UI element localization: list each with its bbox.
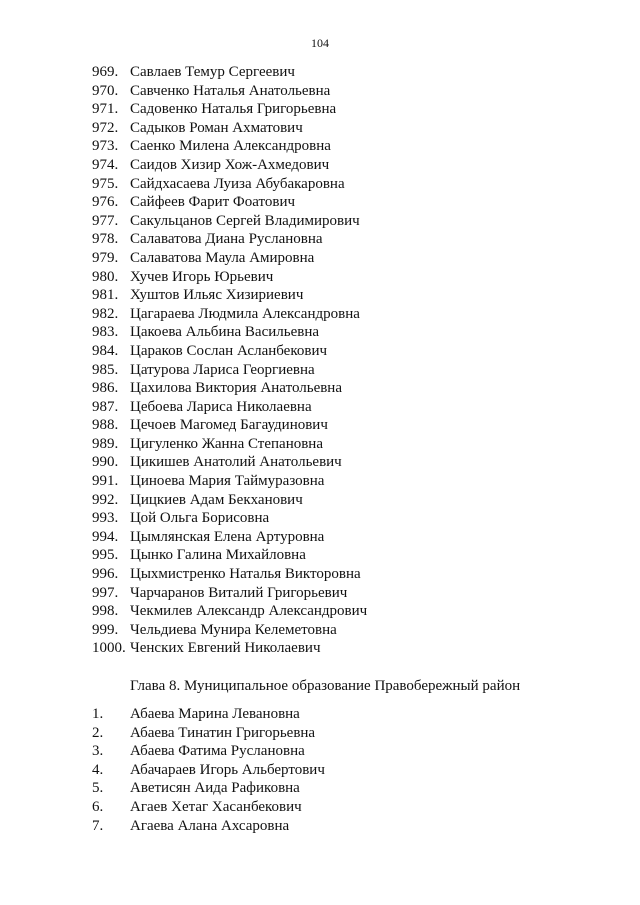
person-name: Цагараева Людмила Александровна xyxy=(130,305,360,322)
item-number: 996. xyxy=(92,566,119,583)
item-number: 979. xyxy=(92,249,119,266)
list-item xyxy=(92,137,367,156)
person-name: Чекмилев Александр Александрович xyxy=(130,603,368,620)
list-item xyxy=(92,286,367,305)
person-name: Абачараев Игорь Альбертович xyxy=(130,761,325,778)
person-name: Чарчаранов Виталий Григорьевич xyxy=(130,584,348,601)
person-name: Саидов Хизир Хож-Ахмедович xyxy=(130,156,330,173)
person-name: Цынко Галина Михайловна xyxy=(130,547,306,564)
item-number: 971. xyxy=(92,101,119,118)
list-item xyxy=(92,546,367,565)
list-item xyxy=(92,509,367,528)
person-name: Цыхмистренко Наталья Викторовна xyxy=(130,566,361,583)
list-item xyxy=(92,453,367,472)
list-item xyxy=(92,724,325,743)
person-name: Цицкиев Адам Бекханович xyxy=(130,491,303,508)
list-item xyxy=(92,779,325,798)
list-item xyxy=(92,602,367,621)
list-item xyxy=(92,472,367,491)
item-number: 993. xyxy=(92,510,119,527)
item-number: 5. xyxy=(92,780,104,797)
item-number: 975. xyxy=(92,175,119,192)
name-list-chapter-8 xyxy=(92,705,325,835)
list-item xyxy=(92,528,367,547)
list-item xyxy=(92,230,367,249)
person-name: Цахилова Виктория Анатольевна xyxy=(130,380,342,397)
item-number: 969. xyxy=(92,64,119,80)
item-number: 972. xyxy=(92,119,119,136)
item-number: 989. xyxy=(92,435,119,452)
list-item xyxy=(92,175,367,194)
person-name: Цебоева Лариса Николаевна xyxy=(130,398,312,415)
person-name: Цигуленко Жанна Степановна xyxy=(130,435,323,452)
person-name: Савченко Наталья Анатольевна xyxy=(130,82,331,99)
item-number: 7. xyxy=(92,817,104,834)
person-name: Саенко Милена Александровна xyxy=(130,138,331,155)
list-item xyxy=(92,119,367,138)
list-item xyxy=(92,156,367,175)
person-name: Агаева Алана Ахсаровна xyxy=(130,817,290,834)
item-number: 1000. xyxy=(92,640,126,657)
list-item xyxy=(92,491,367,510)
item-number: 992. xyxy=(92,491,119,508)
list-item xyxy=(92,305,367,324)
item-number: 997. xyxy=(92,584,119,601)
item-number: 974. xyxy=(92,156,119,173)
person-name: Цакоева Альбина Васильевна xyxy=(130,324,320,341)
person-name: Сайдхасаева Луиза Абубакаровна xyxy=(130,175,345,192)
item-number: 981. xyxy=(92,287,119,304)
item-number: 990. xyxy=(92,454,119,471)
list-item xyxy=(92,584,367,603)
item-number: 976. xyxy=(92,194,119,211)
person-name: Агаев Хетаг Хасанбекович xyxy=(130,798,302,815)
person-name: Абаева Тинатин Григорьевна xyxy=(130,724,316,741)
list-item xyxy=(92,100,367,119)
item-number: 3. xyxy=(92,743,104,760)
item-number: 978. xyxy=(92,231,119,248)
item-number: 994. xyxy=(92,528,119,545)
item-number: 977. xyxy=(92,212,119,229)
list-item xyxy=(92,193,367,212)
person-name: Цечоев Магомед Багаудинович xyxy=(130,417,328,434)
item-number: 986. xyxy=(92,380,119,397)
list-item xyxy=(92,268,367,287)
person-name: Абаева Фатима Руслановна xyxy=(130,743,305,760)
item-number: 980. xyxy=(92,268,119,285)
item-number: 999. xyxy=(92,621,119,638)
list-item xyxy=(92,798,325,817)
person-name: Чельдиева Мунира Келеметовна xyxy=(130,621,337,638)
person-name: Салаватова Диана Руслановна xyxy=(130,231,323,248)
list-item xyxy=(92,705,325,724)
page-number: 104 xyxy=(311,36,329,50)
list-item xyxy=(92,565,367,584)
person-name: Хуштов Ильяс Хизириевич xyxy=(130,287,304,304)
list-item xyxy=(92,742,325,761)
list-item xyxy=(92,435,367,454)
person-name: Садовенко Наталья Григорьевна xyxy=(130,101,337,118)
list-item xyxy=(92,361,367,380)
person-name: Цикишев Анатолий Анатольевич xyxy=(130,454,342,471)
list-item xyxy=(92,761,325,780)
list-item xyxy=(92,398,367,417)
item-number: 4. xyxy=(92,761,104,778)
item-number: 998. xyxy=(92,603,119,620)
list-item xyxy=(92,416,367,435)
chapter-heading: Глава 8. Муниципальное образование Правобережный район xyxy=(130,678,521,694)
list-item xyxy=(92,342,367,361)
item-number: 995. xyxy=(92,547,119,564)
person-name: Цараков Сослан Асланбекович xyxy=(130,342,328,359)
person-name: Салаватова Маула Амировна xyxy=(130,249,315,266)
list-item xyxy=(92,212,367,231)
list-item xyxy=(92,817,325,836)
list-item xyxy=(92,379,367,398)
item-number: 991. xyxy=(92,473,119,490)
name-list-continued xyxy=(92,63,367,658)
item-number: 6. xyxy=(92,798,104,815)
item-number: 988. xyxy=(92,417,119,434)
person-name: Савлаев Темур Сергеевич xyxy=(130,64,295,80)
person-name: Аветисян Аида Рафиковна xyxy=(130,780,300,797)
item-number: 984. xyxy=(92,342,119,359)
item-number: 1. xyxy=(92,706,104,722)
list-item xyxy=(92,82,367,101)
item-number: 970. xyxy=(92,82,119,99)
list-item xyxy=(92,63,367,82)
person-name: Сакульцанов Сергей Владимирович xyxy=(130,212,360,229)
person-name: Сайфеев Фарит Фоатович xyxy=(130,194,296,211)
person-name: Ченских Евгений Николаевич xyxy=(130,640,321,657)
person-name: Абаева Марина Левановна xyxy=(130,706,300,722)
item-number: 985. xyxy=(92,361,119,378)
item-number: 987. xyxy=(92,398,119,415)
person-name: Хучев Игорь Юрьевич xyxy=(130,268,274,285)
item-number: 982. xyxy=(92,305,119,322)
item-number: 2. xyxy=(92,724,104,741)
person-name: Садыков Роман Ахматович xyxy=(130,119,303,136)
person-name: Цымлянская Елена Артуровна xyxy=(130,528,325,545)
list-item xyxy=(92,249,367,268)
list-item xyxy=(92,323,367,342)
list-item xyxy=(92,639,367,658)
item-number: 983. xyxy=(92,324,119,341)
person-name: Циноева Мария Таймуразовна xyxy=(130,473,325,490)
person-name: Цатурова Лариса Георгиевна xyxy=(130,361,315,378)
item-number: 973. xyxy=(92,138,119,155)
person-name: Цой Ольга Борисовна xyxy=(130,510,270,527)
list-item xyxy=(92,621,367,640)
